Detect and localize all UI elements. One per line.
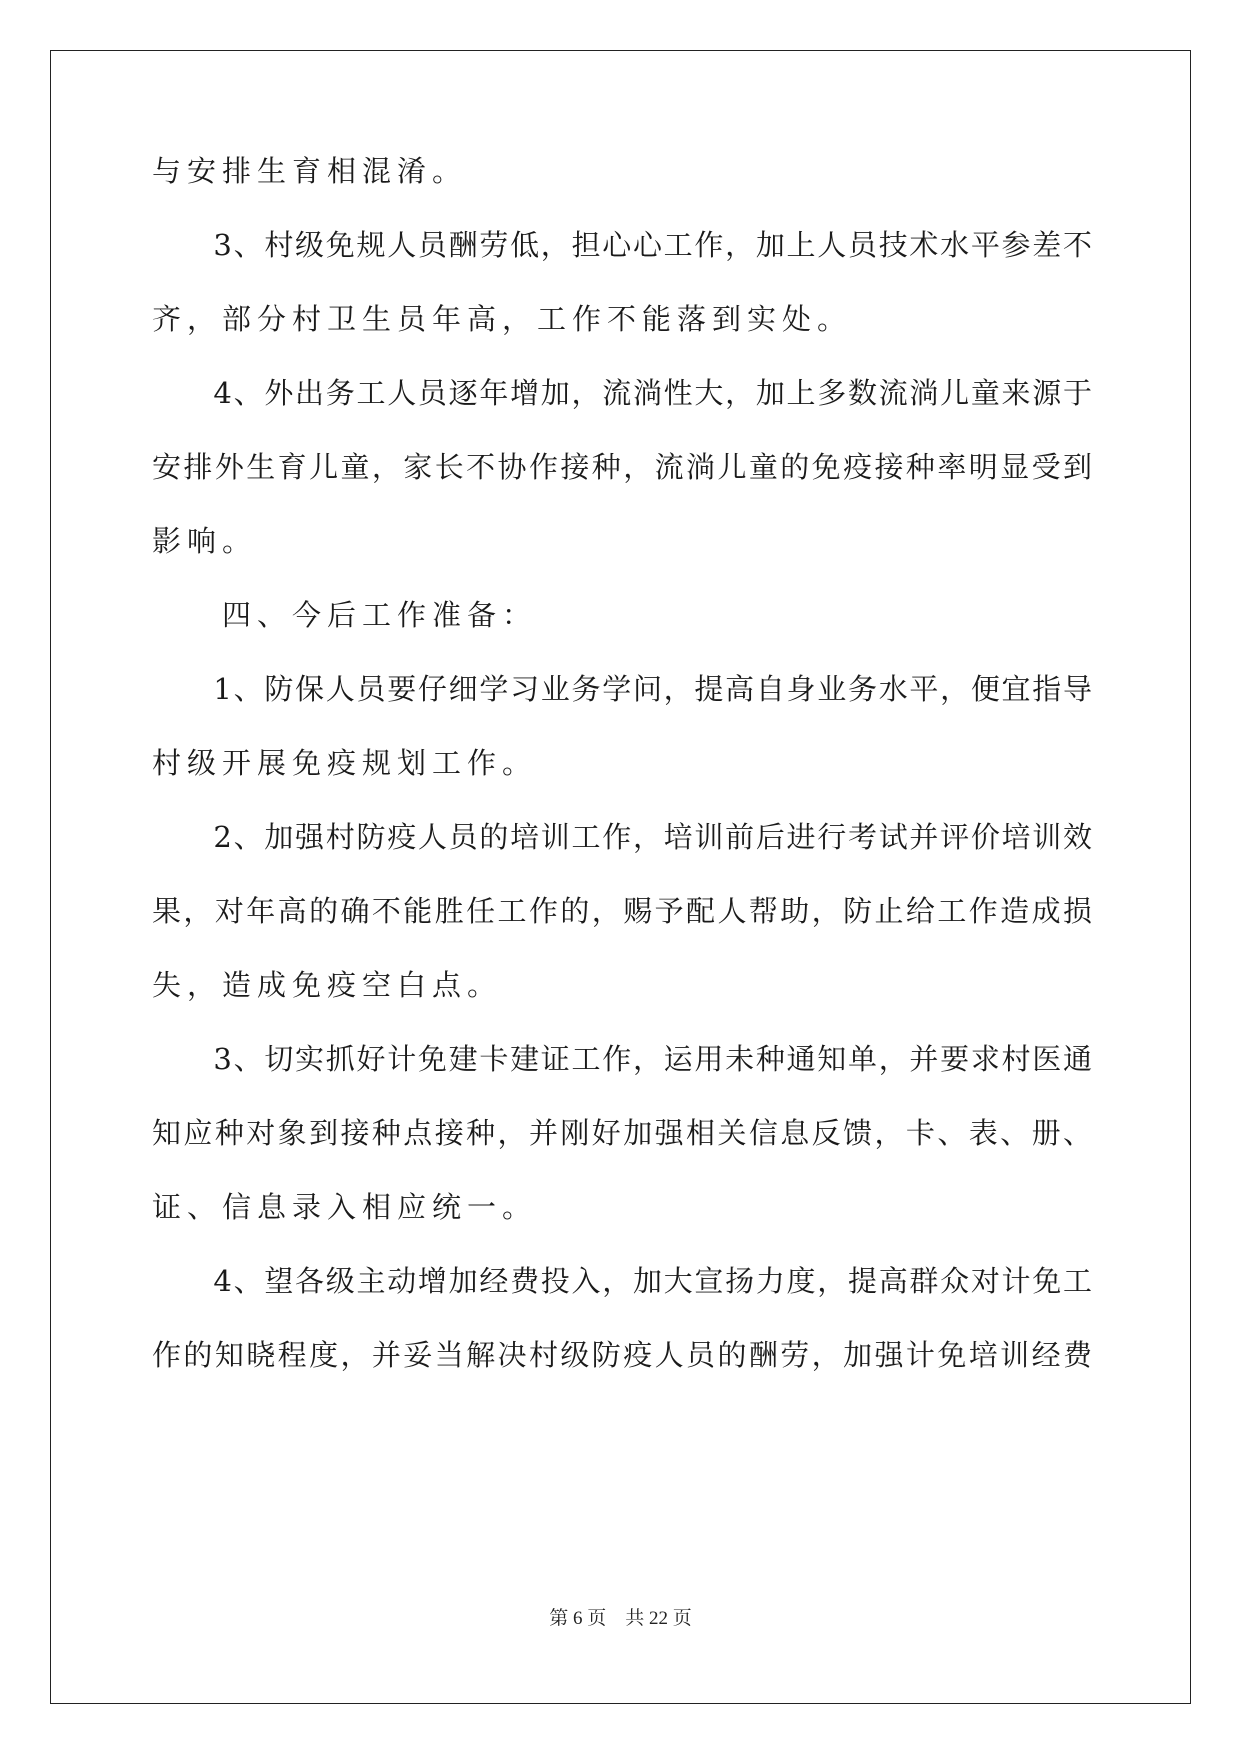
text-line: 齐，部分村卫生员年高，工作不能落到实处。 [152,302,853,336]
text-line: 安排外生育儿童，家长不协作接种，流淌儿童的免疫接种率明显受到 [152,450,1092,484]
page-number-footer: 第 6 页 共 22 页 [549,1608,692,1629]
text-line: 4、外出务工人员逐年增加，流淌性大，加上多数流淌儿童来源于 [152,376,1092,410]
text-line: 4、望各级主动增加经费投入，加大宣扬力度，提高群众对计免工 [152,1264,1092,1298]
text-line: 3、切实抓好计免建卡建证工作，运用未种通知单，并要求村医通 [152,1042,1092,1076]
text-line: 知应种对象到接种点接种，并刚好加强相关信息反馈，卡、表、册、 [152,1116,1092,1150]
text-line: 与安排生育相混淆。 [152,154,468,188]
text-line: 1、防保人员要仔细学习业务学问，提高自身业务水平，便宜指导 [152,672,1092,706]
text-line: 作的知晓程度，并妥当解决村级防疫人员的酬劳，加强计免培训经费 [152,1338,1092,1372]
section-heading: 四、今后工作准备： [152,598,538,632]
text-line: 证、信息录入相应统一。 [152,1190,538,1224]
text-line: 失，造成免疫空白点。 [152,968,503,1002]
text-line: 果，对年高的确不能胜任工作的，赐予配人帮助，防止给工作造成损 [152,894,1092,928]
text-line: 2、加强村防疫人员的培训工作，培训前后进行考试并评价培训效 [152,820,1092,854]
text-line: 3、村级免规人员酬劳低，担心心工作，加上人员技术水平参差不 [152,228,1092,262]
text-line: 村级开展免疫规划工作。 [152,746,538,780]
text-line: 影响。 [152,524,258,558]
